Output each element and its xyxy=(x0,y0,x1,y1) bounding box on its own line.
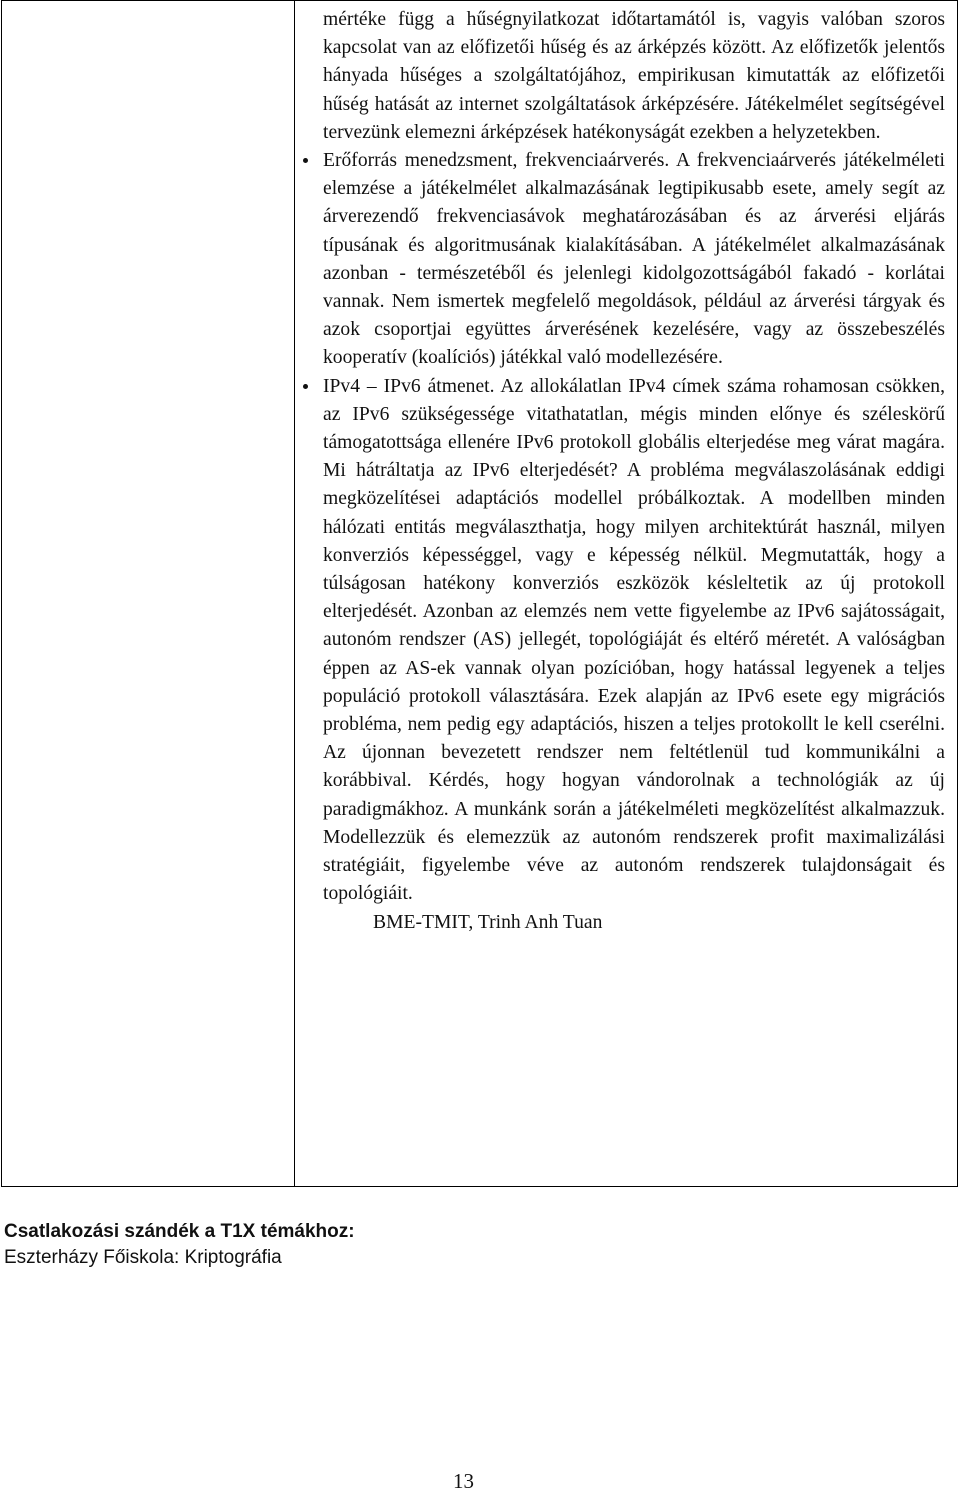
table-left-column xyxy=(2,1,295,1186)
bullet-text: Erőforrás menedzsment, frekvenciaárverés. A frekvenciaárverés játékelméleti elemzése a játékelmélet alkalmazásának legtipikusabb esete, amely segít az árverezendő frekvenciasávok meghatározásában és az árverési eljárás típusának és algoritmusának kialakításában. A játékelmélet alkalmazásának azonban - természetéből és jelenlegi kidolgozottságából fakadó - korlátai vannak. Nem ismertek megfelelő megoldások, például az árverési tárgyak és azok csoportjai együttes árverésének kezelésére, vagy az összebeszélés kooperatív (koalíciós) játékkal való modellezésére. xyxy=(323,150,945,369)
author-credit: BME-TMIT, Trinh Anh Tuan xyxy=(373,911,603,933)
page-number: 13 xyxy=(453,1469,474,1493)
bullet-text: IPv4 – IPv6 átmenet. Az allokálatlan IPv4 címek száma rohamosan csökken, az IPv6 szükségessége vitathatatlan, mégis minden előnye és széleskörű támogatottsága ellenére IPv6 protokoll globális elterjedése meg várat magára. Mi hátráltatja az IPv6 elterjedését? A probléma megválaszolásának eddigi megközelítései adaptációs modellel próbálkoztak. A modellben minden hálózati entitás megválaszthatja, hogy milyen architektúrát használ, milyen konverziós képességgel, vagy e képesség nélkül. Megmutatták, hogy a túlságosan hatékony konverziós eszközök késleltetik az új protokoll elterjedését. Azonban az elemzés nem vette figyelembe az IPv6 sajátosságait, autonóm rendszer (AS) jellegét, topológiáját és eltérő méretét. A valóságban éppen az AS-ek vannak olyan pozícióban, hogy hatással legyenek a teljes populáció protokoll választására. Ezek alapján az IPv6 esete egy migrációs probléma, nem pedig egy adaptációs, hiszen a teljes protokollt le kell cserélni. Az újonnan bevezetett rendszer nem feltétlenül tud kommunikálni a korábbival. Kérdés, hogy hogyan vándorolnak a technológiák az új paradigmákhoz. A munkánk során a játékelméleti megközelítést alkalmazzuk. Modellezzük és elemezzük az autonóm rendszerek profit maximalizálási stratégiáit, figyelembe véve az autonóm rendszerek tulajdonságait és topológiáit. xyxy=(323,375,945,905)
footer-heading: Csatlakozási szándék a T1X témákhoz: xyxy=(4,1221,355,1242)
bullet-dot-icon xyxy=(303,158,308,163)
bullet-item-ipv6-transition xyxy=(323,373,945,909)
content-table xyxy=(1,0,958,1187)
footer-note xyxy=(4,1219,355,1271)
intro-paragraph: mértéke függ a hűségnyilatkozat időtartamától is, vagyis valóban szoros kapcsolat van az előfizetői hűség és az árképzés között. Az előfizetők jelentős hányada hűséges a szolgáltatójához, empirikusan kimutatták az előfizetői hűség hatását az internet szolgáltatások árképzésére. Játékelmélet segítségével tervezünk elemezni árképzések hatékonyságát ezekben a helyzetekben. xyxy=(323,9,945,143)
table-right-column xyxy=(295,1,957,1186)
bullet-dot-icon xyxy=(303,384,308,389)
bullet-item-spectrum-auction xyxy=(323,147,945,373)
footer-line: Eszterházy Főiskola: Kriptográfia xyxy=(4,1247,282,1268)
